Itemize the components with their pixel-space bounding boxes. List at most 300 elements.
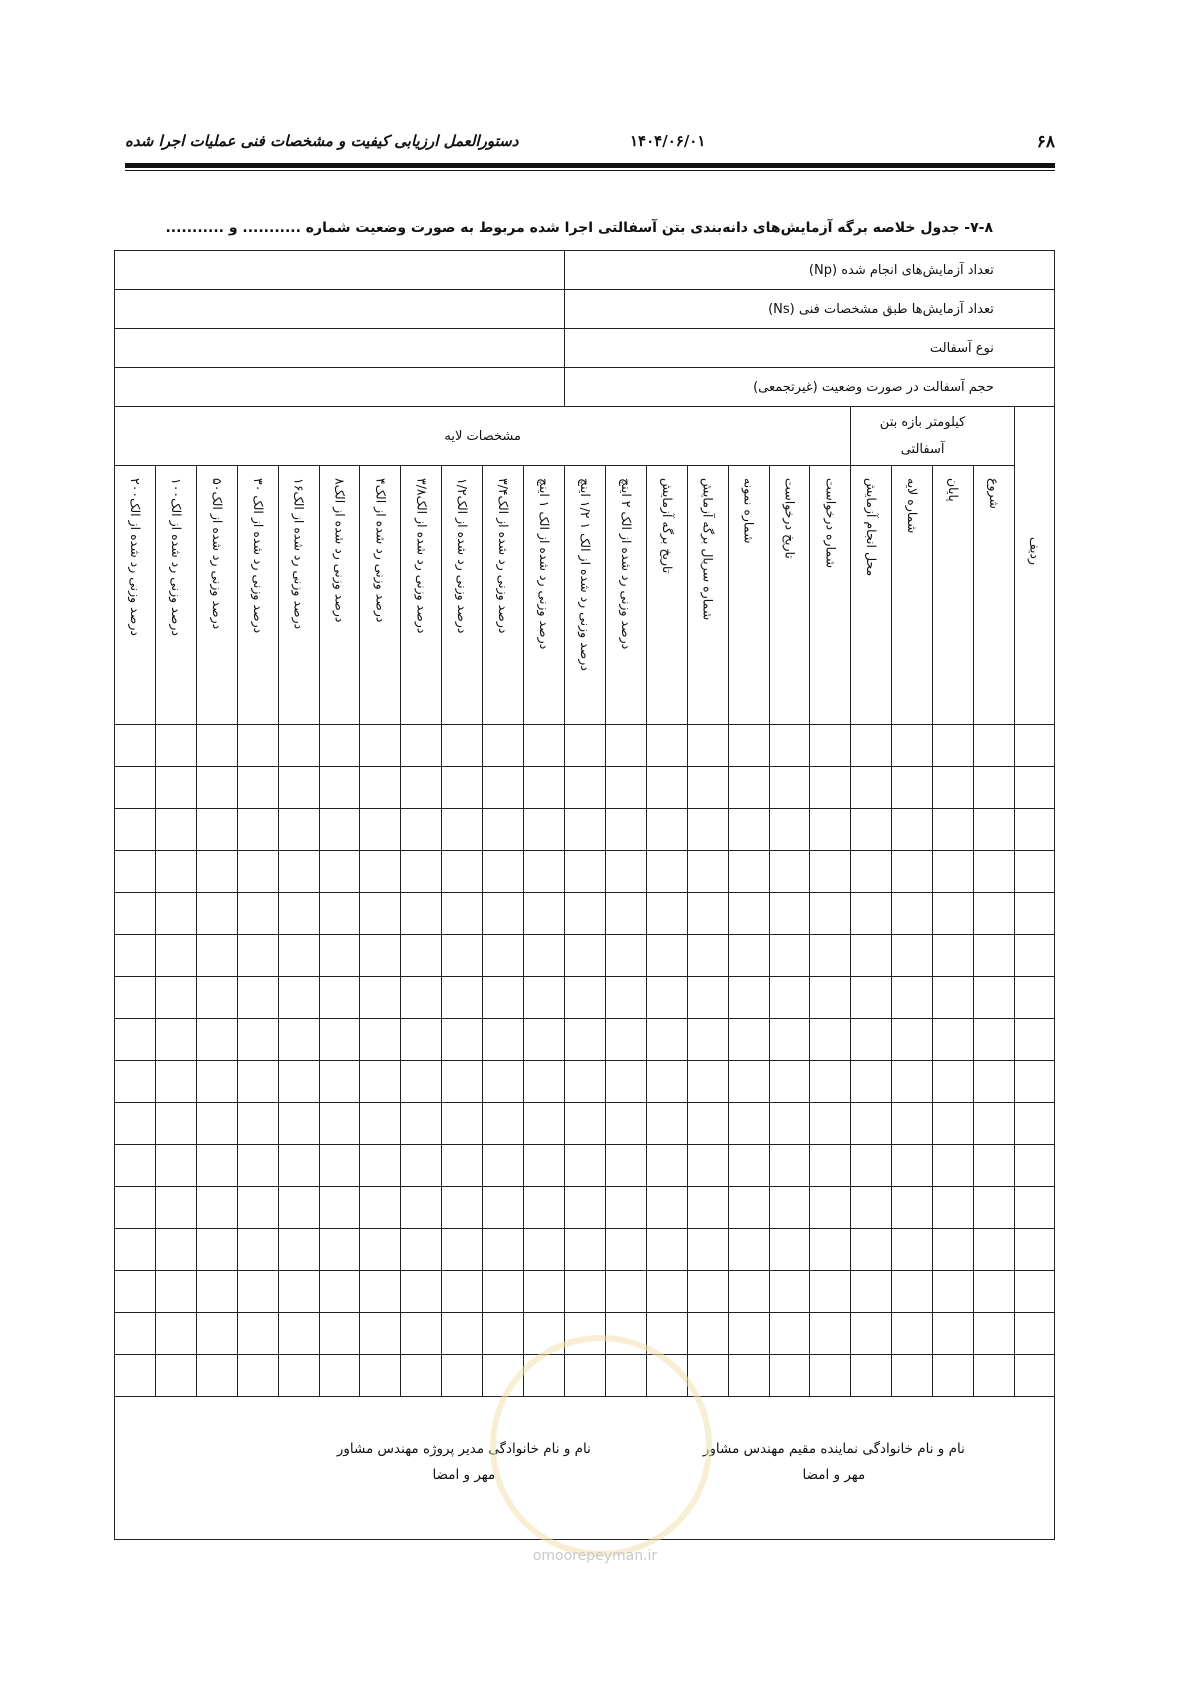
- table-cell[interactable]: [646, 1061, 687, 1103]
- table-cell[interactable]: [933, 1019, 974, 1061]
- table-cell[interactable]: [1014, 1271, 1054, 1313]
- table-cell[interactable]: [851, 1145, 892, 1187]
- table-cell[interactable]: [687, 1187, 728, 1229]
- table-cell[interactable]: [278, 977, 319, 1019]
- table-cell[interactable]: [524, 1271, 565, 1313]
- table-cell[interactable]: [769, 809, 810, 851]
- table-cell[interactable]: [156, 1313, 197, 1355]
- table-cell[interactable]: [237, 851, 278, 893]
- table-cell[interactable]: [196, 977, 237, 1019]
- table-cell[interactable]: [278, 809, 319, 851]
- table-cell[interactable]: [401, 851, 442, 893]
- table-cell[interactable]: [483, 1145, 524, 1187]
- table-cell[interactable]: [196, 851, 237, 893]
- table-cell[interactable]: [769, 1313, 810, 1355]
- table-cell[interactable]: [605, 1187, 646, 1229]
- table-cell[interactable]: [156, 1103, 197, 1145]
- table-cell[interactable]: [1014, 1229, 1054, 1271]
- table-cell[interactable]: [810, 893, 851, 935]
- table-cell[interactable]: [442, 1019, 483, 1061]
- table-cell[interactable]: [973, 1061, 1014, 1103]
- table-cell[interactable]: [442, 767, 483, 809]
- table-cell[interactable]: [237, 1103, 278, 1145]
- table-cell[interactable]: [810, 1229, 851, 1271]
- table-cell[interactable]: [973, 1355, 1014, 1397]
- table-cell[interactable]: [1014, 1019, 1054, 1061]
- table-cell[interactable]: [851, 1061, 892, 1103]
- table-cell[interactable]: [605, 767, 646, 809]
- table-cell[interactable]: [1014, 851, 1054, 893]
- table-cell[interactable]: [687, 977, 728, 1019]
- table-cell[interactable]: [973, 767, 1014, 809]
- table-cell[interactable]: [524, 1145, 565, 1187]
- table-cell[interactable]: [156, 893, 197, 935]
- table-cell[interactable]: [442, 1229, 483, 1271]
- table-cell[interactable]: [851, 1355, 892, 1397]
- table-cell[interactable]: [728, 1145, 769, 1187]
- info-value[interactable]: [115, 368, 565, 407]
- table-cell[interactable]: [973, 809, 1014, 851]
- table-cell[interactable]: [769, 1271, 810, 1313]
- table-cell[interactable]: [483, 1103, 524, 1145]
- table-cell[interactable]: [646, 725, 687, 767]
- table-cell[interactable]: [564, 809, 605, 851]
- table-cell[interactable]: [156, 1061, 197, 1103]
- table-cell[interactable]: [810, 767, 851, 809]
- info-value[interactable]: [115, 290, 565, 329]
- table-cell[interactable]: [769, 767, 810, 809]
- table-cell[interactable]: [769, 1187, 810, 1229]
- table-cell[interactable]: [892, 725, 933, 767]
- table-cell[interactable]: [851, 1103, 892, 1145]
- table-cell[interactable]: [605, 1145, 646, 1187]
- table-cell[interactable]: [851, 977, 892, 1019]
- table-cell[interactable]: [892, 977, 933, 1019]
- table-cell[interactable]: [360, 1103, 401, 1145]
- table-cell[interactable]: [687, 935, 728, 977]
- table-cell[interactable]: [687, 893, 728, 935]
- table-cell[interactable]: [237, 1019, 278, 1061]
- table-cell[interactable]: [646, 767, 687, 809]
- table-cell[interactable]: [769, 893, 810, 935]
- table-cell[interactable]: [892, 1355, 933, 1397]
- table-cell[interactable]: [278, 1103, 319, 1145]
- table-cell[interactable]: [851, 809, 892, 851]
- table-cell[interactable]: [1014, 767, 1054, 809]
- table-cell[interactable]: [115, 851, 156, 893]
- table-cell[interactable]: [687, 767, 728, 809]
- table-cell[interactable]: [687, 1145, 728, 1187]
- table-cell[interactable]: [524, 1229, 565, 1271]
- table-cell[interactable]: [933, 1187, 974, 1229]
- table-cell[interactable]: [196, 935, 237, 977]
- table-cell[interactable]: [442, 1187, 483, 1229]
- table-cell[interactable]: [728, 725, 769, 767]
- table-cell[interactable]: [933, 809, 974, 851]
- table-cell[interactable]: [973, 1019, 1014, 1061]
- table-cell[interactable]: [278, 1145, 319, 1187]
- table-cell[interactable]: [524, 1187, 565, 1229]
- table-cell[interactable]: [564, 767, 605, 809]
- table-cell[interactable]: [564, 1271, 605, 1313]
- table-cell[interactable]: [851, 851, 892, 893]
- table-cell[interactable]: [892, 767, 933, 809]
- table-cell[interactable]: [687, 1061, 728, 1103]
- table-cell[interactable]: [237, 767, 278, 809]
- table-cell[interactable]: [115, 935, 156, 977]
- table-cell[interactable]: [933, 1355, 974, 1397]
- table-cell[interactable]: [851, 1019, 892, 1061]
- table-cell[interactable]: [196, 1355, 237, 1397]
- table-cell[interactable]: [524, 851, 565, 893]
- table-cell[interactable]: [524, 1061, 565, 1103]
- table-cell[interactable]: [810, 851, 851, 893]
- table-cell[interactable]: [646, 809, 687, 851]
- table-cell[interactable]: [933, 1271, 974, 1313]
- table-cell[interactable]: [115, 1355, 156, 1397]
- table-cell[interactable]: [196, 1061, 237, 1103]
- table-cell[interactable]: [115, 893, 156, 935]
- table-cell[interactable]: [524, 1103, 565, 1145]
- table-cell[interactable]: [278, 1187, 319, 1229]
- table-cell[interactable]: [360, 1145, 401, 1187]
- table-cell[interactable]: [442, 851, 483, 893]
- table-cell[interactable]: [319, 1355, 360, 1397]
- table-cell[interactable]: [1014, 935, 1054, 977]
- table-cell[interactable]: [769, 1061, 810, 1103]
- table-cell[interactable]: [524, 977, 565, 1019]
- table-cell[interactable]: [769, 1355, 810, 1397]
- table-cell[interactable]: [524, 767, 565, 809]
- table-cell[interactable]: [605, 809, 646, 851]
- table-cell[interactable]: [728, 1271, 769, 1313]
- table-cell[interactable]: [687, 851, 728, 893]
- table-cell[interactable]: [728, 1187, 769, 1229]
- table-cell[interactable]: [892, 1019, 933, 1061]
- table-cell[interactable]: [851, 935, 892, 977]
- table-cell[interactable]: [687, 1019, 728, 1061]
- table-cell[interactable]: [360, 1355, 401, 1397]
- table-cell[interactable]: [605, 851, 646, 893]
- table-cell[interactable]: [360, 893, 401, 935]
- table-cell[interactable]: [892, 893, 933, 935]
- table-cell[interactable]: [278, 1229, 319, 1271]
- table-cell[interactable]: [442, 977, 483, 1019]
- table-cell[interactable]: [851, 725, 892, 767]
- table-cell[interactable]: [564, 1103, 605, 1145]
- table-cell[interactable]: [483, 1271, 524, 1313]
- table-cell[interactable]: [278, 725, 319, 767]
- table-cell[interactable]: [933, 1313, 974, 1355]
- table-cell[interactable]: [319, 977, 360, 1019]
- table-cell[interactable]: [156, 935, 197, 977]
- table-cell[interactable]: [810, 935, 851, 977]
- table-cell[interactable]: [728, 809, 769, 851]
- table-cell[interactable]: [156, 809, 197, 851]
- table-cell[interactable]: [196, 1229, 237, 1271]
- table-cell[interactable]: [1014, 1145, 1054, 1187]
- table-cell[interactable]: [605, 1229, 646, 1271]
- table-cell[interactable]: [851, 1271, 892, 1313]
- table-cell[interactable]: [973, 725, 1014, 767]
- table-cell[interactable]: [319, 1271, 360, 1313]
- table-cell[interactable]: [728, 851, 769, 893]
- table-cell[interactable]: [360, 1187, 401, 1229]
- table-cell[interactable]: [1014, 1187, 1054, 1229]
- table-cell[interactable]: [810, 1061, 851, 1103]
- table-cell[interactable]: [851, 1313, 892, 1355]
- table-cell[interactable]: [524, 725, 565, 767]
- table-cell[interactable]: [605, 725, 646, 767]
- table-cell[interactable]: [319, 935, 360, 977]
- table-cell[interactable]: [810, 1313, 851, 1355]
- table-cell[interactable]: [892, 1145, 933, 1187]
- table-cell[interactable]: [156, 1229, 197, 1271]
- table-cell[interactable]: [933, 1229, 974, 1271]
- table-cell[interactable]: [156, 725, 197, 767]
- table-cell[interactable]: [769, 977, 810, 1019]
- table-cell[interactable]: [442, 725, 483, 767]
- table-cell[interactable]: [156, 1145, 197, 1187]
- table-cell[interactable]: [115, 1103, 156, 1145]
- table-cell[interactable]: [237, 1145, 278, 1187]
- table-cell[interactable]: [646, 1145, 687, 1187]
- info-value[interactable]: [115, 251, 565, 290]
- table-cell[interactable]: [196, 1145, 237, 1187]
- table-cell[interactable]: [728, 767, 769, 809]
- table-cell[interactable]: [196, 725, 237, 767]
- table-cell[interactable]: [892, 935, 933, 977]
- table-cell[interactable]: [360, 1229, 401, 1271]
- table-cell[interactable]: [278, 1355, 319, 1397]
- table-cell[interactable]: [442, 1061, 483, 1103]
- table-cell[interactable]: [769, 1019, 810, 1061]
- table-cell[interactable]: [728, 1229, 769, 1271]
- table-cell[interactable]: [115, 1229, 156, 1271]
- table-cell[interactable]: [278, 1061, 319, 1103]
- table-cell[interactable]: [401, 935, 442, 977]
- table-cell[interactable]: [728, 1061, 769, 1103]
- table-cell[interactable]: [156, 767, 197, 809]
- table-cell[interactable]: [237, 1355, 278, 1397]
- table-cell[interactable]: [646, 1229, 687, 1271]
- resident-engineer-signature[interactable]: [694, 1441, 974, 1483]
- table-cell[interactable]: [646, 1019, 687, 1061]
- table-cell[interactable]: [524, 935, 565, 977]
- table-cell[interactable]: [973, 1313, 1014, 1355]
- table-cell[interactable]: [115, 767, 156, 809]
- table-cell[interactable]: [483, 893, 524, 935]
- table-cell[interactable]: [728, 1313, 769, 1355]
- table-cell[interactable]: [360, 977, 401, 1019]
- table-cell[interactable]: [401, 1145, 442, 1187]
- table-cell[interactable]: [156, 1355, 197, 1397]
- table-cell[interactable]: [564, 725, 605, 767]
- table-cell[interactable]: [646, 977, 687, 1019]
- table-cell[interactable]: [196, 1103, 237, 1145]
- table-cell[interactable]: [687, 1229, 728, 1271]
- table-cell[interactable]: [237, 1271, 278, 1313]
- table-cell[interactable]: [933, 1103, 974, 1145]
- table-cell[interactable]: [605, 977, 646, 1019]
- table-cell[interactable]: [360, 1271, 401, 1313]
- table-cell[interactable]: [360, 809, 401, 851]
- table-cell[interactable]: [442, 809, 483, 851]
- table-cell[interactable]: [524, 1019, 565, 1061]
- table-cell[interactable]: [360, 1061, 401, 1103]
- table-cell[interactable]: [401, 1187, 442, 1229]
- table-cell[interactable]: [442, 1313, 483, 1355]
- table-cell[interactable]: [646, 1187, 687, 1229]
- table-cell[interactable]: [237, 725, 278, 767]
- table-cell[interactable]: [1014, 977, 1054, 1019]
- table-cell[interactable]: [360, 1313, 401, 1355]
- table-cell[interactable]: [973, 851, 1014, 893]
- table-cell[interactable]: [237, 1229, 278, 1271]
- table-cell[interactable]: [564, 1229, 605, 1271]
- table-cell[interactable]: [564, 1187, 605, 1229]
- table-cell[interactable]: [319, 809, 360, 851]
- table-cell[interactable]: [851, 767, 892, 809]
- table-cell[interactable]: [769, 935, 810, 977]
- table-cell[interactable]: [728, 1103, 769, 1145]
- table-cell[interactable]: [769, 851, 810, 893]
- table-cell[interactable]: [892, 851, 933, 893]
- table-cell[interactable]: [401, 977, 442, 1019]
- table-cell[interactable]: [769, 1103, 810, 1145]
- table-cell[interactable]: [115, 1187, 156, 1229]
- table-cell[interactable]: [483, 1187, 524, 1229]
- table-cell[interactable]: [728, 1019, 769, 1061]
- table-cell[interactable]: [401, 1313, 442, 1355]
- table-cell[interactable]: [1014, 809, 1054, 851]
- table-cell[interactable]: [156, 977, 197, 1019]
- table-cell[interactable]: [851, 893, 892, 935]
- table-cell[interactable]: [564, 1145, 605, 1187]
- table-cell[interactable]: [973, 1103, 1014, 1145]
- table-cell[interactable]: [196, 767, 237, 809]
- table-cell[interactable]: [810, 1271, 851, 1313]
- table-cell[interactable]: [605, 935, 646, 977]
- table-cell[interactable]: [115, 1061, 156, 1103]
- table-cell[interactable]: [564, 935, 605, 977]
- table-cell[interactable]: [810, 1145, 851, 1187]
- table-cell[interactable]: [933, 1145, 974, 1187]
- table-cell[interactable]: [605, 1103, 646, 1145]
- table-cell[interactable]: [196, 893, 237, 935]
- table-cell[interactable]: [892, 1187, 933, 1229]
- table-cell[interactable]: [605, 1061, 646, 1103]
- table-cell[interactable]: [851, 1229, 892, 1271]
- table-cell[interactable]: [933, 977, 974, 1019]
- table-cell[interactable]: [319, 1229, 360, 1271]
- table-cell[interactable]: [401, 1019, 442, 1061]
- table-cell[interactable]: [278, 893, 319, 935]
- table-cell[interactable]: [319, 1061, 360, 1103]
- table-cell[interactable]: [319, 1103, 360, 1145]
- table-cell[interactable]: [564, 893, 605, 935]
- table-cell[interactable]: [769, 1229, 810, 1271]
- table-cell[interactable]: [1014, 1355, 1054, 1397]
- table-cell[interactable]: [156, 1187, 197, 1229]
- table-cell[interactable]: [237, 1313, 278, 1355]
- table-cell[interactable]: [442, 935, 483, 977]
- table-cell[interactable]: [851, 1187, 892, 1229]
- table-cell[interactable]: [524, 809, 565, 851]
- table-cell[interactable]: [810, 725, 851, 767]
- table-cell[interactable]: [973, 1229, 1014, 1271]
- table-cell[interactable]: [401, 809, 442, 851]
- table-cell[interactable]: [237, 935, 278, 977]
- table-cell[interactable]: [687, 1103, 728, 1145]
- table-cell[interactable]: [237, 1061, 278, 1103]
- table-cell[interactable]: [278, 851, 319, 893]
- table-cell[interactable]: [115, 1019, 156, 1061]
- table-cell[interactable]: [115, 1271, 156, 1313]
- table-cell[interactable]: [319, 893, 360, 935]
- table-cell[interactable]: [973, 935, 1014, 977]
- table-cell[interactable]: [1014, 1061, 1054, 1103]
- table-cell[interactable]: [278, 1019, 319, 1061]
- table-cell[interactable]: [360, 935, 401, 977]
- table-cell[interactable]: [115, 1145, 156, 1187]
- table-cell[interactable]: [564, 977, 605, 1019]
- table-cell[interactable]: [810, 1355, 851, 1397]
- table-cell[interactable]: [319, 851, 360, 893]
- table-cell[interactable]: [401, 1355, 442, 1397]
- table-cell[interactable]: [115, 1313, 156, 1355]
- table-cell[interactable]: [892, 1229, 933, 1271]
- table-cell[interactable]: [401, 1271, 442, 1313]
- table-cell[interactable]: [810, 1103, 851, 1145]
- table-cell[interactable]: [769, 725, 810, 767]
- table-cell[interactable]: [360, 725, 401, 767]
- table-cell[interactable]: [687, 725, 728, 767]
- table-cell[interactable]: [687, 809, 728, 851]
- table-cell[interactable]: [442, 1271, 483, 1313]
- table-cell[interactable]: [442, 1145, 483, 1187]
- table-cell[interactable]: [973, 1187, 1014, 1229]
- table-cell[interactable]: [973, 893, 1014, 935]
- table-cell[interactable]: [483, 977, 524, 1019]
- table-cell[interactable]: [483, 851, 524, 893]
- table-cell[interactable]: [196, 1271, 237, 1313]
- table-cell[interactable]: [646, 1103, 687, 1145]
- table-cell[interactable]: [401, 1229, 442, 1271]
- table-cell[interactable]: [319, 1187, 360, 1229]
- table-cell[interactable]: [728, 893, 769, 935]
- table-cell[interactable]: [1014, 1313, 1054, 1355]
- table-cell[interactable]: [973, 977, 1014, 1019]
- table-cell[interactable]: [646, 851, 687, 893]
- table-cell[interactable]: [360, 1019, 401, 1061]
- table-cell[interactable]: [646, 893, 687, 935]
- table-cell[interactable]: [360, 767, 401, 809]
- table-cell[interactable]: [196, 1187, 237, 1229]
- table-cell[interactable]: [237, 977, 278, 1019]
- table-cell[interactable]: [442, 1355, 483, 1397]
- table-cell[interactable]: [933, 725, 974, 767]
- table-cell[interactable]: [483, 1019, 524, 1061]
- table-cell[interactable]: [115, 977, 156, 1019]
- table-cell[interactable]: [564, 851, 605, 893]
- table-cell[interactable]: [483, 725, 524, 767]
- table-cell[interactable]: [237, 893, 278, 935]
- table-cell[interactable]: [237, 1187, 278, 1229]
- table-cell[interactable]: [196, 1019, 237, 1061]
- table-cell[interactable]: [156, 851, 197, 893]
- table-cell[interactable]: [196, 1313, 237, 1355]
